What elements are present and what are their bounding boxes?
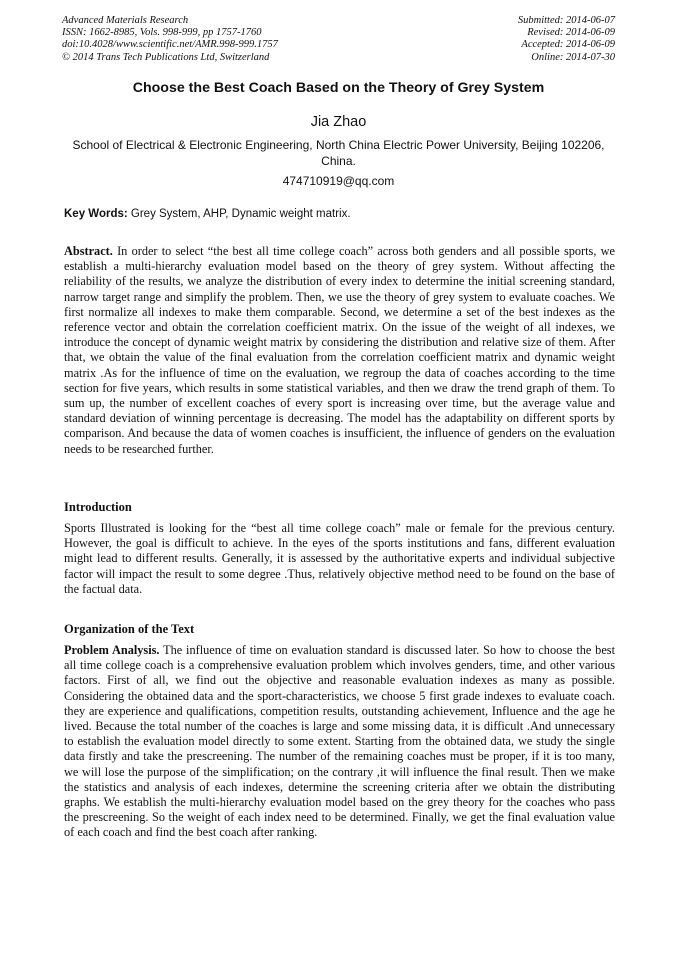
keywords-text: Grey System, AHP, Dynamic weight matrix. — [127, 208, 351, 220]
journal-name: Advanced Materials Research — [62, 15, 189, 26]
keywords-label: Key Words: — [64, 208, 128, 220]
problem-analysis — [64, 643, 615, 841]
author-affiliation: School of Electrical & Electronic Engineering, North China Electric Power University, Beijing 102206, China. — [72, 138, 605, 168]
keywords — [64, 208, 615, 220]
accepted-date: Accepted: 2014-06-09 — [521, 39, 615, 51]
doi-line: doi:10.4028/www.scientific.net/AMR.998-999.1757 — [62, 39, 278, 51]
submission-dates — [518, 15, 615, 64]
author-email: 474710919@qq.com — [282, 174, 395, 188]
introduction-heading: Introduction — [64, 500, 132, 514]
publication-info — [62, 15, 278, 64]
paper-title: Choose the Best Coach Based on the Theory of Grey System — [132, 80, 545, 96]
author-name: Jia Zhao — [310, 114, 367, 130]
copyright-line: © 2014 Trans Tech Publications Ltd, Switzerland — [62, 51, 270, 63]
problem-analysis-label: Problem Analysis. — [64, 643, 160, 657]
organization-heading: Organization of the Text — [64, 622, 195, 636]
submitted-date: Submitted: 2014-06-07 — [517, 15, 615, 26]
revised-date: Revised: 2014-06-09 — [527, 27, 615, 39]
introduction-text: Sports Illustrated is looking for the “best all time college coach” male or female for the previous century. However, the goal is difficult to achieve. In the eyes of the sports institutions and fans, different evaluation might lead to different results. Generally, it is assessed by the authoritative experts and individual subjective factor will impact the result to some degree .Thus, relatively objective method need to be found on the base of the factual data. — [64, 521, 615, 596]
abstract-text: In order to select “the best all time college coach” across both genders and all possible sports, we establish a multi-hierarchy evaluation model based on the theory of grey system. Without affecting the reliability of the results, we analyze the distribution of every index to determine the initial screening standard, narrow target range and simplify the problem. Then, we use the theory of grey system to evaluate coaches. We first normalize all indexes to make them comparable. Second, we determine a set of the best indexes as the reference vector and obtain the correlation coefficient matrix. On the issue of the weight of all indexes, we introduce the concept of dynamic weight matrix by considering the distribution and relative size of them. After that, we obtain the value of the final evaluation from the correlation coefficient matrix and dynamic weight matrix .As for the influence of time on the evaluation, we regroup the data of coaches according to the time section for five years, which results in some statistical variables, and then we draw the trend graph of them. To sum up, the number of excellent coaches of every sport is increasing over time, but the average value and standard deviation of winning percentage is decreasing. The model has the adaptability on different sports by comparison. And because the data of women coaches is insufficient, the influence of genders on the evaluation needs to be researched further. — [64, 244, 615, 456]
abstract-label: Abstract. — [64, 244, 113, 258]
abstract — [64, 244, 615, 457]
problem-analysis-text: The influence of time on evaluation standard is discussed later. So how to choose the best all time college coach is a comprehensive evaluation problem which involves genders, time, and other various factors. First of all, we find out the objective and reasonable evaluation indexes as many as possible. Considering the obtained data and the sport-characteristics, we choose 5 first grade indexes to evaluate coach. they are experience and qualifications, competition results, outstanding achievement, Influence and the age he lived. Because the total number of the coaches is large and some missing data, it is difficult .And unnecessary to establish the evaluation model directly to some extent. Starting from the obtained data, we study the single data firstly and take the prescreening. The number of the remaining coaches must be proper, if it is too many, we will lose the purpose of the simplification; on the contrary ,it will influence the final result. Then we make the statistics and analysis of each indexes, determine the screening criteria after we obtain the distributing graphs. We establish the multi-hierarchy evaluation model based on the grey theory for the coaches who pass the prescreening. So the weight of each index need to be determined. Finally, we get the final evaluation value of each coach and find the best coach after ranking. — [64, 643, 615, 840]
journal-header — [62, 15, 615, 65]
issn-line: ISSN: 1662-8985, Vols. 998-999, pp 1757-1760 — [62, 27, 262, 39]
online-date: Online: 2014-07-30 — [531, 51, 615, 63]
